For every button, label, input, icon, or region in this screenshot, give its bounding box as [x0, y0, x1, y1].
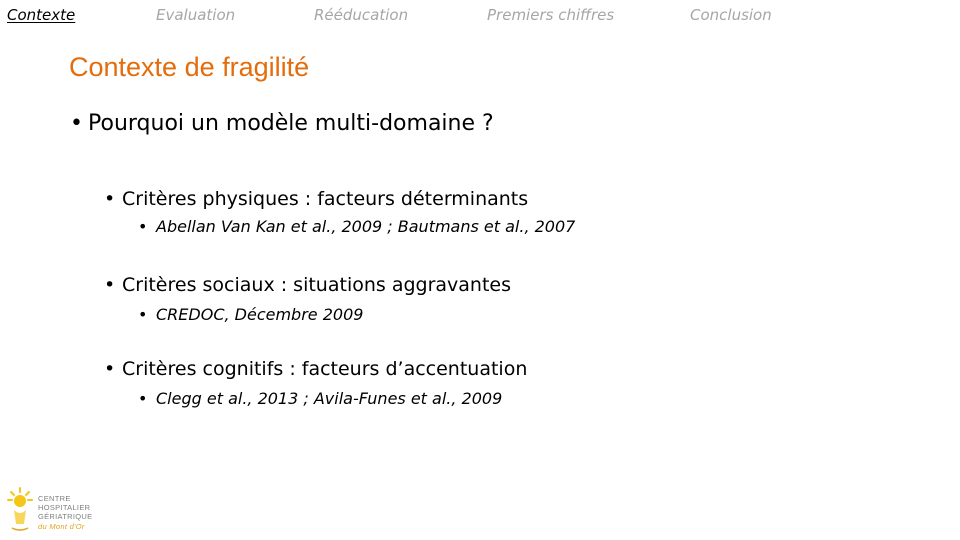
logo-line-1: CENTRE: [38, 494, 71, 503]
bullet-dot: •: [138, 305, 148, 324]
bullet-dot: •: [138, 389, 148, 408]
criterion-label: Critères physiques : facteurs déterminants: [122, 188, 529, 210]
reference-social: [138, 305, 363, 324]
criterion-label: Critères cognitifs : facteurs d’accentuation: [122, 358, 528, 380]
logo-line-4: du Mont d'Or: [38, 522, 85, 531]
bullet-dot: •: [138, 217, 148, 236]
bullet-dot: •: [104, 358, 116, 380]
top-navigation: [0, 0, 960, 30]
criterion-physical: [104, 188, 528, 210]
criterion-cognitive: [104, 358, 527, 380]
reference-text: Clegg et al., 2013 ; Avila-Funes et al., 2009: [156, 389, 503, 408]
bullet-dot: •: [70, 111, 83, 136]
nav-item-contexte[interactable]: Contexte: [7, 6, 76, 24]
bullet-dot: •: [104, 274, 116, 296]
nav-item-premiers-chiffres[interactable]: Premiers chiffres: [487, 6, 615, 24]
question-text: Pourquoi un modèle multi-domaine ?: [88, 111, 494, 136]
reference-physical: [138, 217, 575, 236]
reference-text: Abellan Van Kan et al., 2009 ; Bautmans et al., 2007: [156, 217, 576, 236]
hospital-logo: [6, 486, 96, 536]
reference-text: CREDOC, Décembre 2009: [156, 305, 364, 324]
nav-item-conclusion[interactable]: Conclusion: [690, 6, 772, 24]
criterion-social: [104, 274, 511, 296]
reference-cognitive: [138, 389, 502, 408]
main-bullet: [70, 111, 494, 136]
nav-item-reeducation[interactable]: Rééducation: [314, 6, 409, 24]
bullet-dot: •: [104, 188, 116, 210]
logo-line-3: GÉRIATRIQUE: [38, 512, 93, 521]
criterion-label: Critères sociaux : situations aggravantes: [122, 274, 512, 296]
logo-line-2: HOSPITALIER: [38, 503, 91, 512]
nav-item-evaluation[interactable]: Evaluation: [156, 6, 236, 24]
slide-title: Contexte de fragilité: [69, 52, 310, 82]
sun-figure-icon: [6, 486, 34, 532]
